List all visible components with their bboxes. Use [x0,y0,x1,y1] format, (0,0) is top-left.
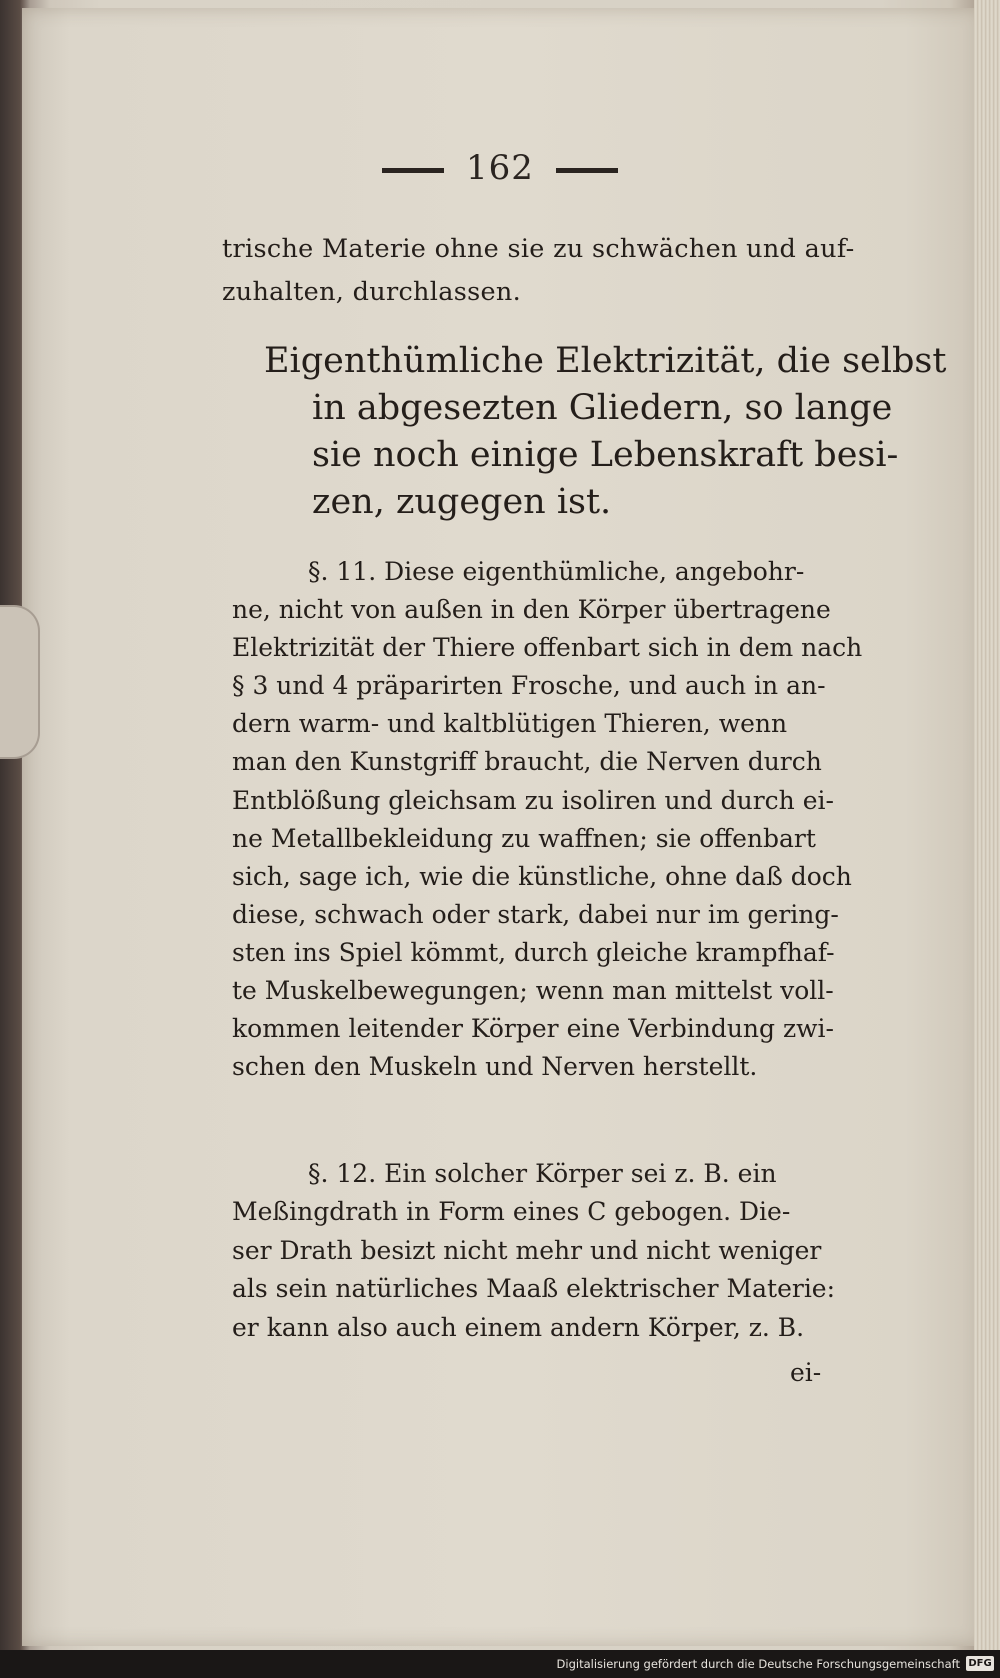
text-line: § 3 und 4 präparirten Frosche, und auch in an- [232,671,826,701]
paragraph-12 [232,1155,835,1347]
text-line: dern warm- und kaltblütigen Thieren, wenn [232,709,788,739]
text-line: kommen leitender Körper eine Verbindung zwi- [232,1014,834,1044]
text-line: Elektrizität der Thiere offenbart sich in dem nach [232,633,863,663]
text-line: Meßingdrath in Form eines C gebogen. Die- [232,1197,791,1227]
heading-line: zen, zugegen ist. [312,482,612,522]
paragraph-11 [232,553,862,1086]
section-heading [264,338,946,526]
continuation-text [222,228,855,314]
text-line: zuhalten, durchlassen. [222,277,522,307]
text-line: sten ins Spiel kömmt, durch gleiche krampfhaf- [232,937,835,967]
header-dash-left [382,168,444,173]
digitization-footer [0,1650,1000,1678]
page-number: 162 [466,148,534,188]
text-line: Entblößung gleichsam zu isoliren und durch ei- [232,785,834,815]
heading-line: sie noch einige Lebenskraft besi- [312,435,899,475]
dfg-logo: DFG [966,1656,994,1671]
page-tab-mark [0,605,40,759]
heading-line: Eigenthümliche Elektrizität, die selbst [264,341,947,381]
footer-credit: Digitalisierung gefördert durch die Deutsche Forschungsgemeinschaft [556,1657,960,1671]
text-line: sich, sage ich, wie die künstliche, ohne daß doch [232,861,852,891]
heading-line: in abgesezten Gliedern, so lange [312,388,893,428]
text-line: §. 12. Ein solcher Körper sei z. B. ein [308,1159,777,1188]
text-line: ne, nicht von außen in den Körper übertragene [232,595,831,625]
page-header [0,148,1000,188]
text-line: ser Drath besizt nicht mehr und nicht weniger [232,1235,822,1265]
header-dash-right [556,168,618,173]
text-line: §. 11. Diese eigenthümliche, angebohr- [308,557,805,586]
text-line: trische Materie ohne sie zu schwächen und auf- [222,234,855,264]
text-line: ne Metallbekleidung zu waffnen; sie offenbart [232,823,816,853]
text-line: te Muskelbewegungen; wenn man mittelst voll- [232,976,834,1006]
text-line: man den Kunstgriff braucht, die Nerven durch [232,747,822,777]
catchword: ei- [790,1358,822,1387]
text-line: diese, schwach oder stark, dabei nur im gering- [232,899,839,929]
text-line: als sein natürliches Maaß elektrischer Materie: [232,1274,836,1304]
text-line: er kann also auch einem andern Körper, z. B. [232,1312,805,1342]
text-line: schen den Muskeln und Nerven herstellt. [232,1052,758,1082]
page-fore-edge [974,0,1000,1650]
